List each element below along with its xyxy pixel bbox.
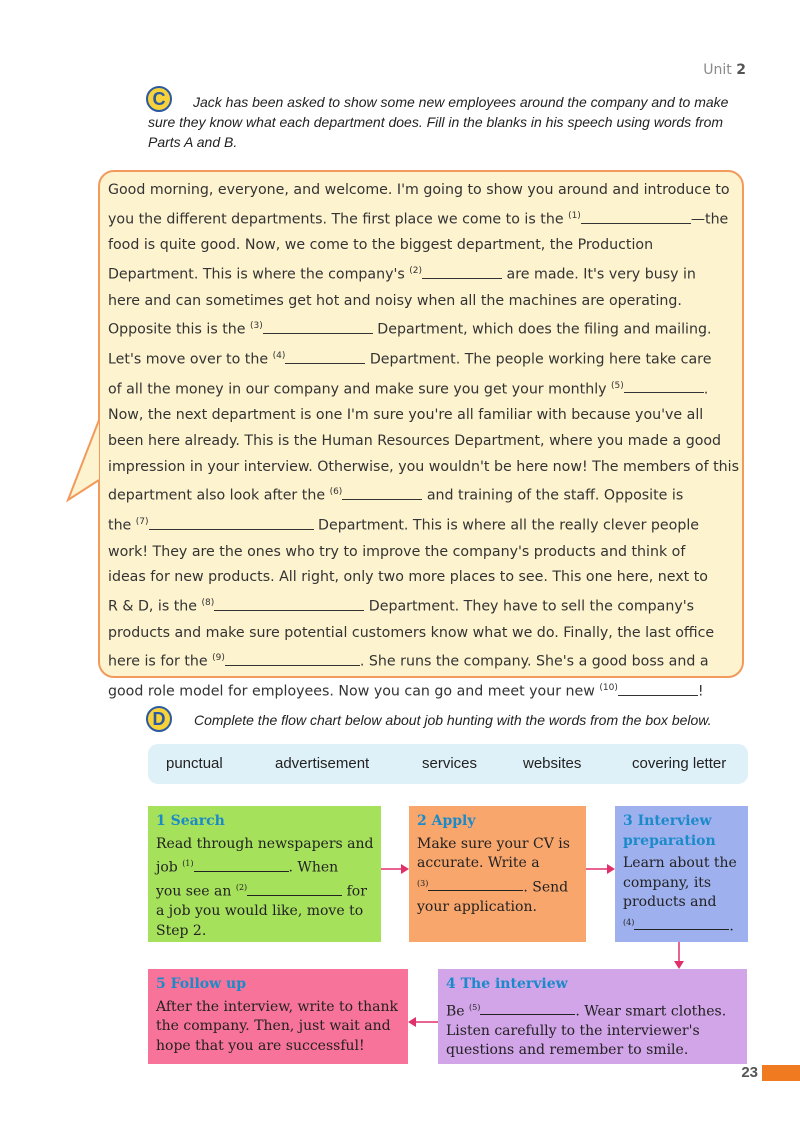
text-segment: Opposite this is the (108, 322, 251, 339)
flow-box-heading: 4 The interview (446, 976, 568, 992)
text-line (108, 510, 736, 540)
blank-number: (9) (212, 653, 225, 664)
text-segment: Read through newspapers and (156, 835, 374, 852)
answer-blank[interactable] (581, 210, 691, 224)
text-segment: a job you would like, move to (156, 903, 364, 920)
text-segment: questions and remember to smile. (446, 1042, 689, 1059)
section-d-instruction: Complete the flow chart below about job hunting with the words from the box below. (194, 712, 712, 728)
flow-box-interview (438, 969, 747, 1064)
section-c-instruction-1: Jack has been asked to show some new employees around the company and to make (193, 94, 729, 110)
text-segment: Learn about the (623, 855, 737, 871)
section-c-instruction-3: Parts A and B. (148, 134, 238, 150)
text-segment: products and (623, 894, 717, 910)
text-line (156, 1037, 400, 1057)
text-line (108, 204, 736, 234)
text-line (108, 344, 736, 374)
blank-number: (1) (182, 859, 194, 868)
text-line (446, 1041, 739, 1061)
answer-blank[interactable] (149, 516, 314, 530)
text-line (108, 374, 736, 404)
text-line (156, 854, 373, 878)
text-line (108, 540, 736, 566)
answer-blank[interactable] (194, 858, 289, 872)
flow-box-heading: 2 Apply (417, 813, 476, 829)
flow-box-heading: 1 Search (156, 813, 225, 829)
text-line (156, 878, 373, 902)
text-segment: your application. (417, 898, 537, 915)
text-segment: Department, which does the filing and mailing. (372, 322, 712, 339)
text-segment: been here already. This is the Human Resources Department, where you made a good (108, 432, 722, 449)
text-segment: ideas for new products. All right, only two more places to see. This one here, next to (108, 569, 708, 586)
text-segment: company, its (623, 874, 712, 891)
answer-blank[interactable] (247, 882, 342, 896)
answer-blank[interactable] (214, 597, 364, 611)
answer-blank[interactable] (618, 682, 698, 696)
text-line (623, 893, 740, 913)
text-line (156, 835, 373, 855)
word-punctual: punctual (166, 755, 223, 772)
answer-blank[interactable] (624, 379, 704, 393)
text-segment: ! (697, 683, 704, 700)
text-segment: . When (288, 859, 339, 876)
text-segment: and training of the staff. Opposite is (422, 488, 684, 505)
text-line (108, 480, 736, 510)
text-segment: Now, the next department is one I'm sure you're all familiar with because you've all (108, 407, 704, 424)
answer-blank[interactable] (342, 486, 422, 500)
text-line (156, 922, 373, 942)
text-segment: work! They are the ones who try to improve the company's products and think of (108, 543, 686, 560)
answer-blank[interactable] (422, 265, 502, 279)
arrow-right-icon (586, 862, 615, 876)
text-line (623, 913, 740, 937)
text-segment: department also look after the (108, 488, 330, 505)
text-segment: Department. They have to sell the company's (364, 598, 695, 615)
blank-number: (1) (568, 210, 581, 221)
text-segment: Department. This is where all the really clever people (313, 517, 699, 534)
text-segment: you the different departments. The first place we come to is the (108, 211, 569, 228)
answer-blank[interactable] (285, 350, 365, 364)
blank-number: (2) (409, 266, 423, 277)
flow-box-interview-preparation (615, 806, 748, 942)
text-segment: Department. The people working here take care (365, 351, 712, 368)
text-line (108, 565, 736, 591)
text-line (108, 178, 736, 204)
text-segment: Department. This is where the company's (108, 266, 410, 283)
text-line (108, 429, 736, 455)
text-line (108, 289, 736, 315)
text-segment: . (703, 381, 709, 398)
text-line (108, 259, 736, 289)
arrow-right-icon (381, 862, 409, 876)
text-segment: for (342, 883, 367, 900)
text-segment: . (729, 918, 734, 935)
speech-text (108, 178, 739, 705)
blank-number: (10) (599, 682, 618, 693)
text-segment: here and can sometimes get hot and noisy when all the machines are operating. (108, 292, 682, 309)
text-segment: . She runs the company. She's a good boss and a (359, 654, 709, 671)
arrow-down-icon (672, 942, 686, 969)
text-line (417, 854, 578, 874)
blank-number: (8) (201, 598, 215, 609)
text-segment: Be (446, 1003, 470, 1020)
arrow-left-icon (408, 1015, 438, 1029)
section-d-badge: D (146, 706, 172, 732)
text-line (156, 998, 400, 1018)
text-segment: you see an (156, 883, 236, 900)
text-line (108, 455, 739, 481)
text-segment: Good morning, everyone, and welcome. I'm going to show you around and introduce to (108, 182, 730, 198)
text-segment: Let's move over to the (108, 351, 273, 368)
blank-number: (6) (329, 487, 343, 498)
text-line (156, 902, 373, 922)
text-segment: the (108, 517, 136, 534)
text-segment: impression in your interview. Otherwise, you wouldn't be here now! The members of this (108, 458, 739, 475)
text-line (623, 854, 740, 874)
page-number-bar (762, 1065, 800, 1081)
blank-number: (2) (235, 883, 248, 893)
text-segment: . Send (523, 879, 569, 896)
text-segment: job (156, 859, 183, 876)
text-segment: —the (690, 211, 729, 228)
blank-number: (5) (469, 1002, 481, 1012)
text-segment: After the interview, write to thank (156, 998, 398, 1015)
blank-number: (3) (417, 878, 429, 888)
text-line (108, 676, 736, 706)
section-c-badge: C (146, 86, 172, 112)
text-segment: R & D, is the (108, 598, 202, 615)
text-segment: hope that you are successful! (156, 1037, 365, 1054)
word-covering-letter: covering letter (632, 755, 727, 772)
text-segment: of all the money in our company and make sure you get your monthly (108, 381, 612, 398)
answer-blank[interactable] (634, 916, 729, 930)
text-line (417, 835, 578, 855)
text-line (108, 621, 736, 647)
text-segment: good role model for employees. Now you can go and meet your new (108, 683, 600, 700)
text-line (108, 591, 736, 621)
blank-number: (7) (135, 516, 149, 527)
text-line (108, 314, 736, 344)
text-line (108, 403, 736, 429)
flow-box-heading: 5 Follow up (156, 976, 246, 992)
blank-number: (3) (250, 321, 263, 332)
text-segment: food is quite good. Now, we come to the biggest department, the Production (108, 237, 654, 254)
text-segment: Step 2. (156, 922, 207, 939)
text-segment: the company. Then, just wait and (156, 1018, 391, 1034)
text-segment: products and make sure potential customers know what we do. Finally, the last office (108, 624, 715, 641)
text-segment: Listen carefully to the interviewer's (446, 1022, 700, 1039)
text-segment: are made. It's very busy in (502, 266, 696, 283)
flow-box-search (148, 806, 381, 942)
answer-blank[interactable] (428, 877, 523, 891)
text-line (108, 233, 736, 259)
answer-blank[interactable] (225, 652, 360, 666)
text-segment: accurate. Write a (417, 855, 540, 871)
unit-label: Unit 2 (703, 62, 746, 78)
text-line (623, 874, 740, 894)
page-number: 23 (741, 1064, 758, 1081)
word-advertisement: advertisement (275, 755, 370, 772)
word-box (148, 744, 748, 784)
flow-box-follow-up (148, 969, 408, 1064)
text-segment: Make sure your CV is (417, 835, 570, 852)
blank-number: (5) (611, 380, 624, 391)
text-segment: here is for the (108, 654, 213, 671)
flow-box-heading: 3 Interview preparation (623, 813, 716, 849)
blank-number: (4) (272, 350, 286, 361)
text-line (446, 1022, 739, 1042)
word-services: services (422, 755, 478, 772)
speech-bubble-tail (66, 420, 106, 530)
answer-blank[interactable] (480, 1001, 575, 1015)
section-c-instruction-2: sure they know what each department does. Fill in the blanks in his speech using words from (148, 114, 724, 130)
word-websites: websites (523, 755, 582, 772)
flow-box-apply (409, 806, 586, 942)
blank-number: (4) (623, 917, 635, 927)
answer-blank[interactable] (263, 320, 373, 334)
text-segment: . Wear smart clothes. (575, 1003, 727, 1020)
text-line (446, 998, 739, 1022)
text-line (108, 646, 736, 676)
text-line (417, 874, 578, 898)
text-line (417, 898, 578, 918)
text-line (156, 1017, 400, 1037)
